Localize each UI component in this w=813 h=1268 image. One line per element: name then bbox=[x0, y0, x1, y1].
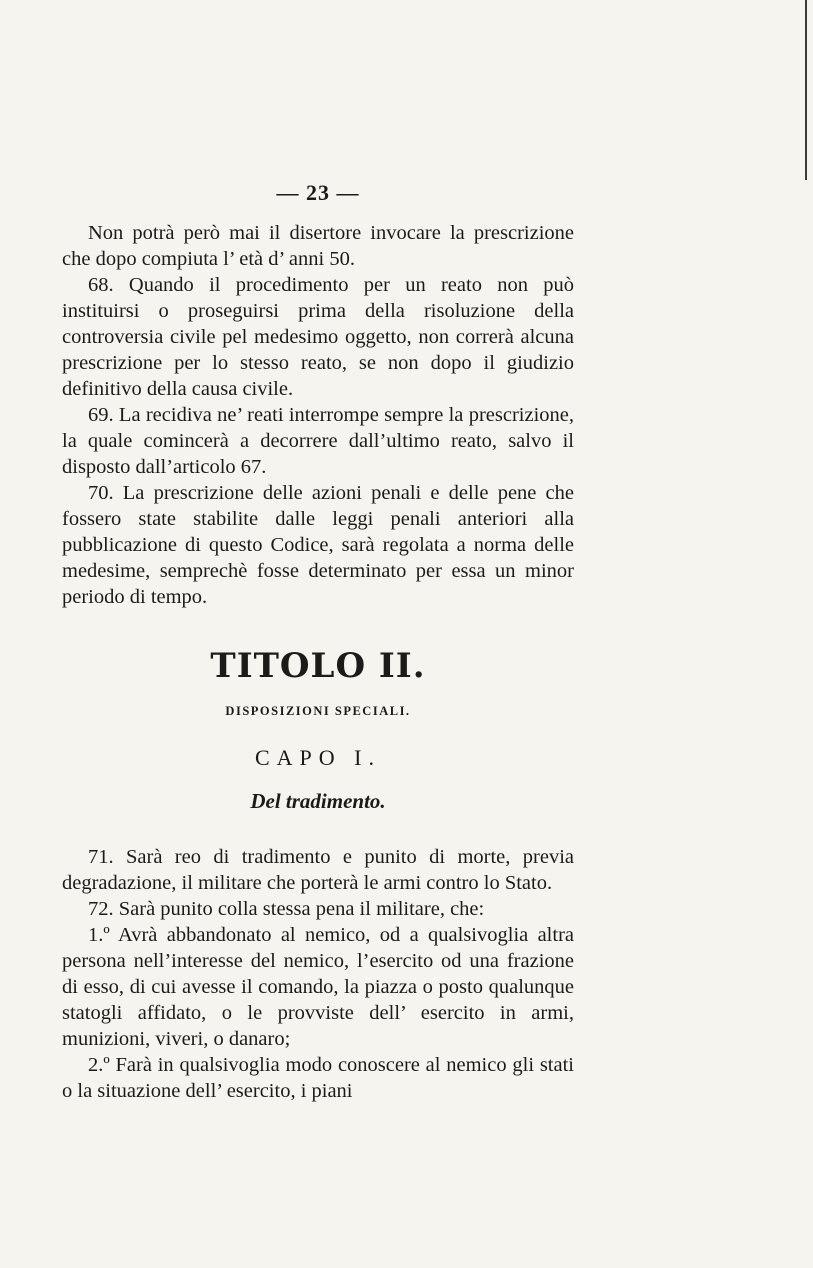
paragraph-desertion: Non potrà però mai il disertore invocare la prescrizione che dopo compiuta l’ età d’ anni 50. bbox=[62, 222, 574, 270]
chapter-heading: CAPO I. bbox=[254, 745, 381, 770]
chapter-subheading: Del tradimento. bbox=[250, 789, 386, 813]
book-page bbox=[62, 180, 574, 1104]
paragraph-article-70: 70. La prescrizione delle azioni penali e delle pene che fossero state stabilite dalle leggi penali anteriori alla pubblicazione di questo Codice, sarà regolata a norma delle medesime, semprechè fosse determinato per essa un minor periodo di tempo. bbox=[62, 482, 574, 608]
paragraph-item-2: 2.º Farà in qualsivoglia modo conoscere al nemico gli stati o la situazione dell’ esercito, i piani bbox=[62, 1054, 574, 1102]
paragraph-item-1: 1.º Avrà abbandonato al nemico, od a qualsivoglia altra persona nell’interesse del nemico, l’esercito od una frazione di esso, di cui avesse il comando, la piazza o posto qualunque statogli affidato, o le provviste dell’ esercito in armi, munizioni, viveri, o danaro; bbox=[62, 924, 574, 1050]
paragraph-article-69: 69. La recidiva ne’ reati interrompe sempre la prescrizione, la quale comincerà a decorrere dall’ultimo reato, salvo il disposto dall’articolo 67. bbox=[62, 404, 574, 478]
page-number: — 23 — bbox=[276, 180, 360, 205]
paragraph-article-71: 71. Sarà reo di tradimento e punito di morte, previa degradazione, il militare che porterà le armi contro lo Stato. bbox=[62, 846, 574, 894]
page-edge-line bbox=[805, 0, 807, 180]
paragraph-article-72: 72. Sarà punito colla stessa pena il militare, che: bbox=[88, 898, 485, 920]
title-subheading: DISPOSIZIONI SPECIALI. bbox=[225, 704, 411, 718]
title-heading: TITOLO II. bbox=[210, 646, 426, 686]
paragraph-article-68: 68. Quando il procedimento per un reato non può instituirsi o proseguirsi prima della risoluzione della controversia civile pel medesimo oggetto, non correrà alcuna prescrizione per lo stesso reato, se non dopo il giudizio definitivo della causa civile. bbox=[62, 274, 574, 400]
